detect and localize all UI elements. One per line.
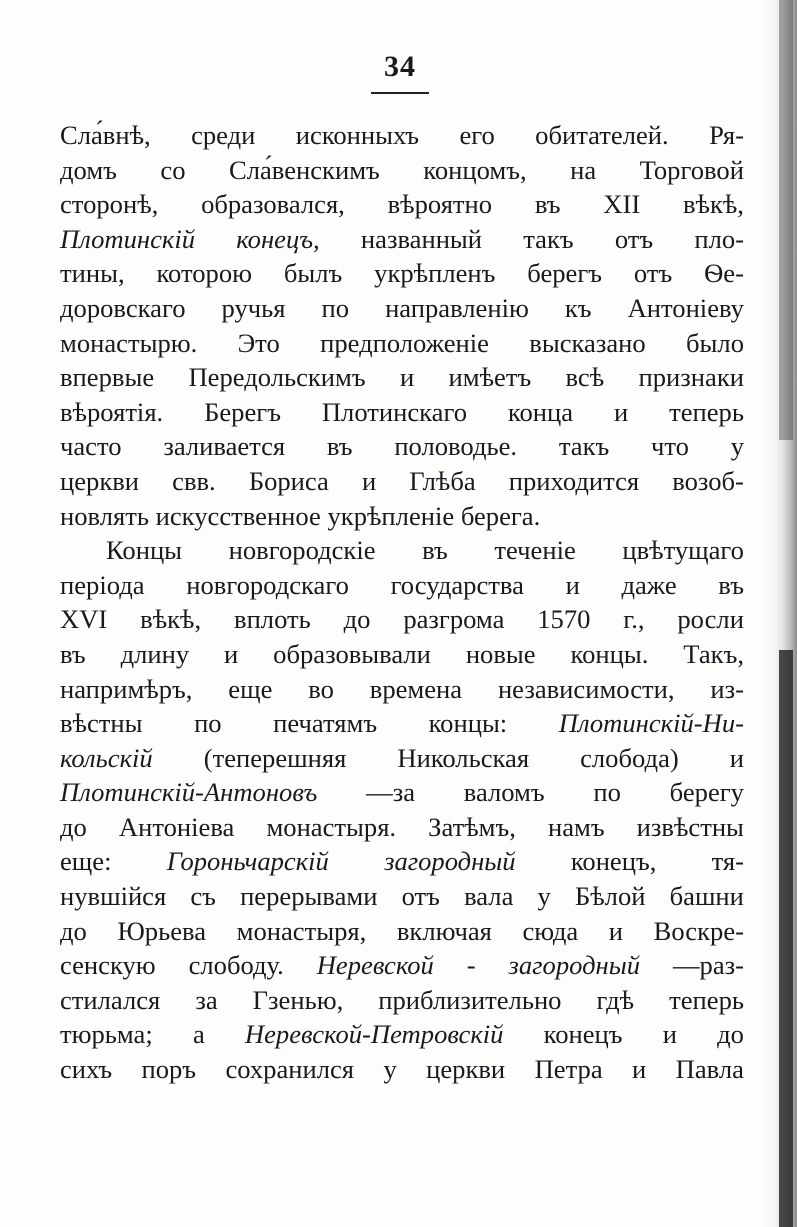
word: вплоть [234, 604, 311, 635]
word: Затѣмъ, [428, 811, 516, 842]
text-line [60, 1052, 744, 1087]
word: до [60, 811, 87, 842]
text-line [60, 464, 744, 499]
word: у [730, 431, 744, 462]
word: Берегъ [204, 396, 281, 427]
word: конецъ [543, 1019, 623, 1050]
word: намъ [547, 811, 605, 842]
word: Воскре- [653, 915, 744, 946]
word: было [686, 327, 744, 358]
word: возоб- [672, 465, 744, 496]
word: свв. [172, 465, 216, 496]
word: монастыря, [236, 915, 367, 946]
word: Торговой [639, 154, 744, 185]
word: сюда [522, 915, 579, 946]
word: въ [60, 638, 86, 669]
word: къ [564, 292, 592, 323]
word: еще [228, 673, 273, 704]
text-line [60, 499, 744, 534]
word: и [632, 1054, 647, 1085]
word: 1570 [537, 604, 591, 635]
text-line [60, 291, 744, 326]
word: стилался [60, 984, 161, 1015]
word: еще: [60, 846, 112, 877]
word: вѣроятія. [60, 396, 164, 427]
word: Павла [675, 1054, 744, 1085]
word: исконныхъ [295, 120, 420, 150]
word: ручья [221, 292, 286, 323]
word: новлять искусственное укрѣпленіе берега. [60, 500, 541, 531]
word: пло- [694, 223, 744, 254]
word: часто [60, 431, 122, 462]
word: Концы [106, 535, 183, 566]
text-line [60, 326, 744, 361]
word: и [361, 465, 377, 496]
word: такъ [558, 431, 610, 462]
word: Ѳе- [704, 258, 744, 289]
word: до [343, 604, 371, 635]
word: что [651, 431, 689, 462]
word: конецъ, [236, 223, 320, 254]
word: церкви [426, 1054, 506, 1085]
word: и [729, 742, 744, 773]
word: новгородскаго [186, 569, 349, 600]
word: новые [465, 638, 536, 669]
word: —раз- [672, 950, 744, 981]
word: имѣетъ [448, 362, 532, 393]
word: кольскій [60, 742, 153, 773]
word: даже [621, 569, 677, 600]
word: Бѣлой [574, 881, 646, 912]
word: Плотинскій-Ни- [558, 708, 744, 739]
word: Плотинскій-Антоновъ [60, 777, 318, 808]
word: Сла́внѣ, [60, 120, 151, 150]
word: сенскую [60, 950, 156, 981]
text-line [60, 1017, 744, 1052]
word: росли [677, 604, 744, 635]
word: Никольская [397, 742, 530, 773]
word: направленію [385, 292, 529, 323]
word: по [194, 708, 222, 739]
word: валомъ [463, 777, 545, 808]
word: Бориса [248, 465, 329, 496]
word: которою [156, 258, 253, 289]
word: приходится [508, 465, 640, 496]
word: вѣкѣ, [682, 189, 744, 220]
text-line [60, 395, 744, 430]
word: такъ [523, 223, 574, 254]
word: предположеніе [320, 327, 489, 358]
word: сторонѣ, [60, 189, 159, 220]
word: образовался, [201, 189, 345, 220]
page-number-rule [371, 92, 429, 94]
word: въ [422, 535, 448, 566]
text-line [60, 187, 744, 222]
word: сихъ [60, 1054, 113, 1085]
word: берегу [669, 777, 744, 808]
text-line [60, 118, 744, 153]
word: длину [120, 638, 190, 669]
text-line [60, 672, 744, 707]
word: доровскаго [60, 292, 186, 323]
word: —за [366, 777, 415, 808]
word: Сла́венскимъ [228, 154, 380, 185]
word: за [195, 984, 218, 1015]
word: Глѣба [409, 465, 476, 496]
word: конца [507, 396, 574, 427]
word: концомъ, [423, 154, 527, 185]
word: Юрьева [117, 915, 207, 946]
word: по [321, 292, 350, 323]
word: тюрьма; [60, 1019, 153, 1050]
word: Такъ, [683, 638, 744, 669]
text-line [60, 256, 744, 291]
text-line [60, 844, 744, 879]
word: Антоніеву [627, 292, 744, 323]
word: теперь [669, 984, 744, 1015]
word: Передольскимъ [188, 362, 366, 393]
word: Неревской-Петровскій [244, 1019, 504, 1050]
text-line [60, 775, 744, 810]
body-text [60, 118, 744, 1087]
text-line [60, 948, 744, 983]
word: включая [396, 915, 492, 946]
word: слобода) [580, 742, 679, 773]
word: впервые [60, 362, 155, 393]
text-line [60, 360, 744, 395]
word: отъ [401, 881, 440, 912]
word: г., [623, 604, 645, 635]
word: высказано [529, 327, 646, 358]
scan-edge-band [779, 650, 793, 1227]
word: Это [237, 327, 280, 358]
word: теченіе [494, 535, 576, 566]
word: и [662, 1019, 677, 1050]
word: монастырю. [60, 327, 198, 358]
word: и [608, 915, 623, 946]
word: Ря- [709, 120, 744, 150]
word: всѣ [565, 362, 605, 393]
word: Гороньчарскій [166, 846, 329, 877]
word: независимости, [497, 673, 675, 704]
word: слободу. [188, 950, 284, 981]
word: Неревской [316, 950, 434, 981]
word: Плотинскій [60, 223, 196, 254]
word: (теперешняя [203, 742, 347, 773]
page-number: 34 [384, 50, 416, 83]
text-line [60, 533, 744, 568]
text-line [60, 568, 744, 603]
word: его [459, 120, 495, 150]
word: концы: [428, 708, 508, 739]
text-line [60, 983, 744, 1018]
word: былъ [283, 258, 343, 289]
word: новгородскіе [228, 535, 376, 566]
word: въ [718, 569, 744, 600]
word: до [717, 1019, 744, 1050]
word: нувшійся [60, 881, 167, 912]
word: и [399, 362, 415, 393]
word: из- [710, 673, 744, 704]
word: конецъ, [570, 846, 657, 877]
word: образовывали [273, 638, 431, 669]
word: обитателей. [535, 120, 669, 150]
word: во [308, 673, 334, 704]
text-line [60, 706, 744, 741]
word: вѣроятно [387, 189, 493, 220]
word: домъ [60, 154, 117, 185]
word: и [224, 638, 239, 669]
word: отъ [614, 223, 654, 254]
word: въ [326, 431, 353, 462]
word: поръ [141, 1054, 197, 1085]
word: до [60, 915, 87, 946]
word: государства [390, 569, 524, 600]
text-line [60, 914, 744, 949]
word: среди [191, 120, 256, 150]
word: признаки [638, 362, 744, 393]
word: концы. [570, 638, 649, 669]
word: тя- [711, 846, 744, 877]
word: названный [360, 223, 483, 254]
word: и [565, 569, 580, 600]
word: заливается [163, 431, 286, 462]
word: XVI [60, 604, 108, 635]
word: монастыря. [266, 811, 397, 842]
word: отъ [633, 258, 673, 289]
word: вала [464, 881, 514, 912]
text-line [60, 637, 744, 672]
word: вѣкѣ, [140, 604, 202, 635]
word: періода [60, 569, 145, 600]
word: церкви [60, 465, 140, 496]
word: извѣстны [636, 811, 744, 842]
text-line [60, 810, 744, 845]
word: съ [190, 881, 216, 912]
text-line [60, 153, 744, 188]
word: Петра [534, 1054, 603, 1085]
text-line [60, 879, 744, 914]
word: у [537, 881, 551, 912]
word: XII [603, 189, 641, 220]
word: башни [669, 881, 744, 912]
word: въ [534, 189, 561, 220]
word: вѣстны [60, 708, 143, 739]
word: Плотинскаго [321, 396, 468, 427]
word: Гзенью, [252, 984, 344, 1015]
word: напримѣръ, [60, 673, 193, 704]
word: загородный [508, 950, 641, 981]
word: теперь [669, 396, 744, 427]
word: - [466, 950, 476, 981]
word: сохранился [225, 1054, 355, 1085]
word: со [160, 154, 186, 185]
word: разгрома [403, 604, 505, 635]
word: по [593, 777, 621, 808]
word: времена [369, 673, 463, 704]
word: и [613, 396, 629, 427]
word: на [570, 154, 597, 185]
word: половодье. [394, 431, 518, 462]
word: загородный [384, 846, 516, 877]
word: укрѣпленъ [374, 258, 496, 289]
word: перерывами [240, 881, 378, 912]
text-line [60, 602, 744, 637]
text-line [60, 741, 744, 776]
text-line [60, 222, 744, 257]
word: тины, [60, 258, 125, 289]
word: приблизительно [378, 984, 562, 1015]
scan-edge-band [779, 0, 793, 440]
word: у [383, 1054, 397, 1085]
word: печатямъ [273, 708, 378, 739]
word: цвѣтущаго [622, 535, 744, 566]
word: берегъ [527, 258, 603, 289]
text-line [60, 429, 744, 464]
word: а [192, 1019, 205, 1050]
word: Антоніева [118, 811, 235, 842]
word: гдѣ [596, 984, 635, 1015]
